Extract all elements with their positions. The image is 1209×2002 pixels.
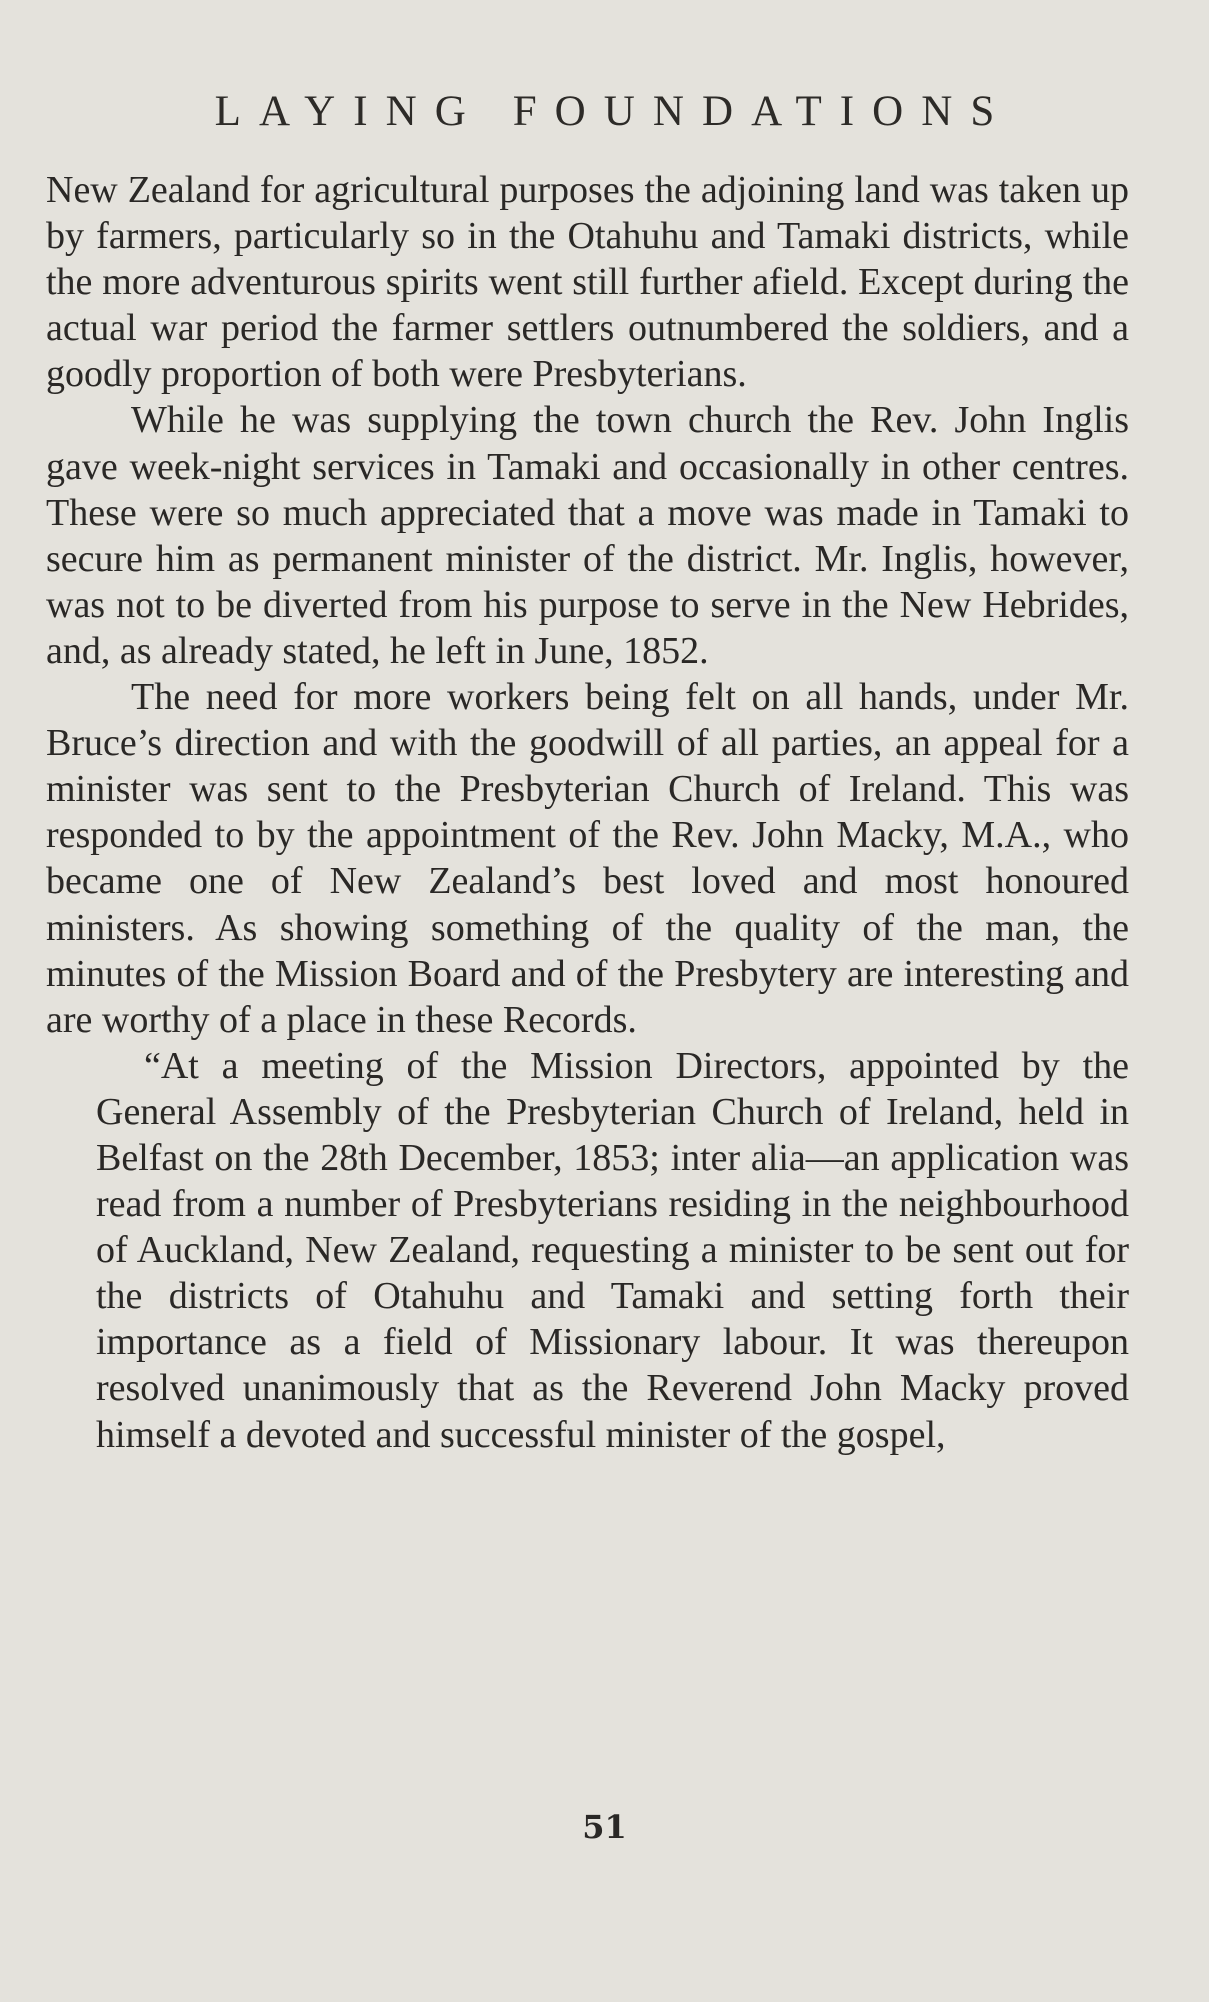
paragraph-3: The need for more workers being felt on all hands, under Mr. Bruce’s direction and with the goodwill of all parties, an appeal for a minister was sent to the Presbyterian Church of Ireland. This was responded to by the appointment of the Rev. John Macky, M.A., who became one of New Zealand’s best loved and most honoured ministers. As showing something of the quality of the man, the minutes of the Mission Board and of the Presbytery are interesting and are worthy of a place in these Records. (46, 676, 1129, 1041)
body-text (46, 167, 1129, 1458)
paragraph-1: New Zealand for agricultural purposes the adjoining land was taken up by farmers, particularly so in the Otahuhu and Tamaki districts, while the more adventurous spirits went still further afield. Except during the actual war period the farmer settlers outnumbered the soldiers, and a goodly proportion of both were Presbyterians. (46, 169, 1129, 396)
paragraph-2: While he was supplying the town church the Rev. John Inglis gave week-night services in Tamaki and occasionally in other centres. These were so much appreciated that a move was made in Tamaki to secure him as permanent minister of the district. Mr. Inglis, however, was not to be diverted from his purpose to serve in the New Hebrides, and, as already stated, he left in June, 1852. (46, 399, 1129, 672)
running-header: LAYING FOUNDATIONS (214, 88, 1013, 135)
quoted-minutes: “At a meeting of the Mission Directors, appointed by the General Assembly of the Presbyterian Church of Ireland, held in Belfast on the 28th December, 1853; inter alia—an application was read from a number of Presbyterians residing in the neighbourhood of Auckland, New Zealand, requesting a minister to be sent out for the districts of Otahuhu and Tamaki and setting forth their importance as a field of Missionary labour. It was thereupon resolved unanimously that as the Reverend John Macky proved himself a devoted and successful minister of the gospel, (96, 1044, 1129, 1456)
page-number: 51 (582, 1808, 627, 1846)
